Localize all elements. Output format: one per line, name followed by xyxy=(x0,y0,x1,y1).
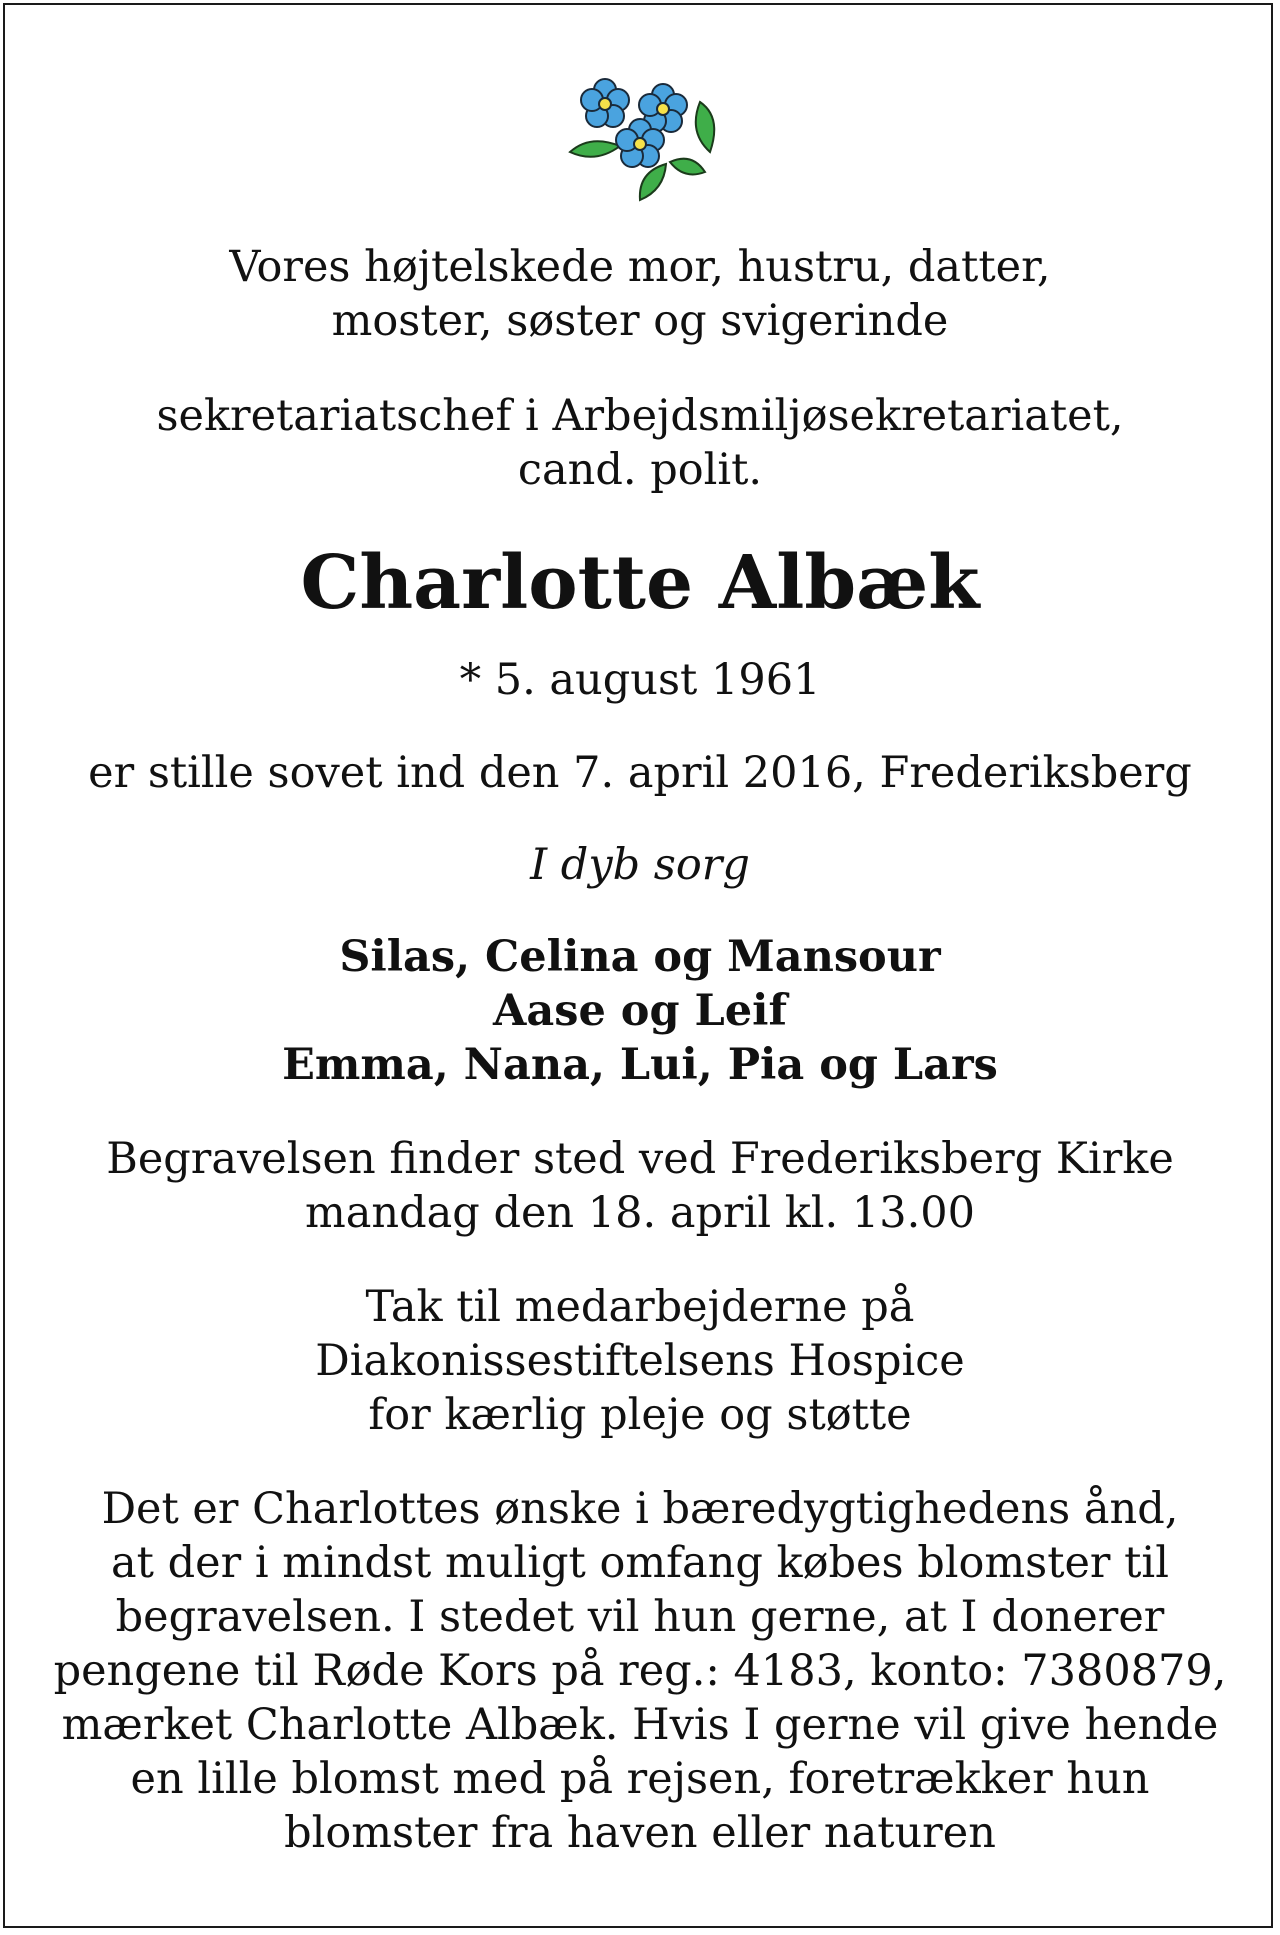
intro-line: moster, søster og svigerinde xyxy=(331,296,949,346)
funeral-line: mandag den 18. april kl. 13.00 xyxy=(305,1188,975,1238)
thanks-line: Diakonissestiftelsens Hospice xyxy=(315,1336,965,1386)
intro-text xyxy=(0,240,1280,348)
family-line: Emma, Nana, Lui, Pia og Lars xyxy=(282,1040,998,1090)
wish-line: at der i mindst muligt omfang købes blomster til xyxy=(111,1538,1169,1588)
mourning-text: I dyb sorg xyxy=(530,840,750,890)
wish-text xyxy=(0,1482,1280,1860)
wish-line: begravelsen. I stedet vil hun gerne, at I donerer xyxy=(115,1592,1165,1642)
intro-line: Vores højtelskede mor, hustru, datter, xyxy=(229,242,1051,292)
occupation-line: cand. polit. xyxy=(517,445,763,495)
family-line: Aase og Leif xyxy=(493,986,787,1036)
birth-date: * 5. august 1961 xyxy=(459,655,821,705)
forget-me-not-flower-icon xyxy=(560,72,725,207)
funeral-line: Begravelsen finder sted ved Frederiksberg Kirke xyxy=(106,1134,1174,1184)
wish-line: Det er Charlottes ønske i bæredygtighedens ånd, xyxy=(101,1484,1179,1534)
occupation-line: sekretariatschef i Arbejdsmiljøsekretariatet, xyxy=(156,391,1124,441)
wish-line: mærket Charlotte Albæk. Hvis I gerne vil give hende xyxy=(61,1700,1219,1750)
family-line: Silas, Celina og Mansour xyxy=(339,932,941,982)
wish-line: blomster fra haven eller naturen xyxy=(284,1808,996,1858)
occupation-text xyxy=(0,389,1280,497)
wish-line: pengene til Røde Kors på reg.: 4183, konto: 7380879, xyxy=(53,1646,1227,1696)
thanks-line: Tak til medarbejderne på xyxy=(365,1282,915,1332)
thanks-text xyxy=(0,1280,1280,1442)
deceased-name: Charlotte Albæk xyxy=(300,540,980,626)
family-names xyxy=(0,930,1280,1092)
funeral-info xyxy=(0,1132,1280,1240)
death-date: er stille sovet ind den 7. april 2016, Frederiksberg xyxy=(88,748,1192,798)
wish-line: en lille blomst med på rejsen, foretrækker hun xyxy=(130,1754,1150,1804)
thanks-line: for kærlig pleje og støtte xyxy=(368,1390,912,1440)
